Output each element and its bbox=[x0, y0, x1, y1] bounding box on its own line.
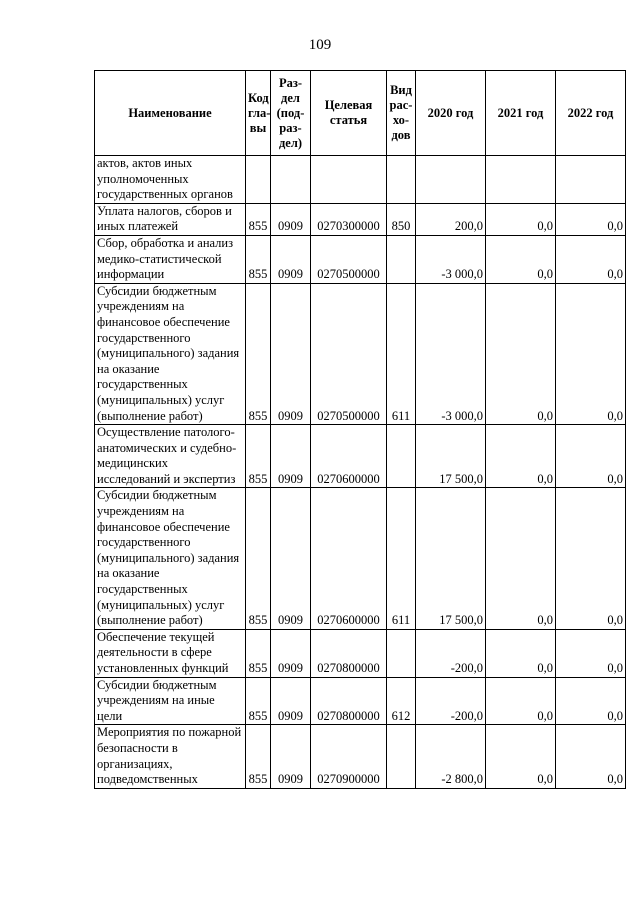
cell-target bbox=[311, 156, 387, 204]
table-row bbox=[95, 203, 626, 235]
cell-code: 855 bbox=[246, 725, 271, 788]
cell-2022: 0,0 bbox=[556, 488, 626, 629]
cell-type: 612 bbox=[387, 677, 416, 725]
cell-type: 611 bbox=[387, 488, 416, 629]
table-row bbox=[95, 725, 626, 788]
cell-target: 0270500000 bbox=[311, 283, 387, 424]
cell-section: 0909 bbox=[271, 488, 311, 629]
cell-section: 0909 bbox=[271, 677, 311, 725]
cell-2020: 200,0 bbox=[416, 203, 486, 235]
cell-name: Субсидии бюджетным учреждениям на иные цели bbox=[95, 677, 246, 725]
cell-type bbox=[387, 425, 416, 488]
cell-2020: -3 000,0 bbox=[416, 235, 486, 283]
header-2022: 2022 год bbox=[556, 71, 626, 156]
cell-2022: 0,0 bbox=[556, 283, 626, 424]
table-row bbox=[95, 629, 626, 677]
cell-2021: 0,0 bbox=[486, 725, 556, 788]
header-type: Вид рас- хо- дов bbox=[387, 71, 416, 156]
cell-name: Осуществление патолого-анатомических и судебно-медицинских исследований и экспертиз bbox=[95, 425, 246, 488]
table-row bbox=[95, 283, 626, 424]
cell-2020: -200,0 bbox=[416, 629, 486, 677]
cell-code: 855 bbox=[246, 629, 271, 677]
cell-2021 bbox=[486, 156, 556, 204]
cell-code: 855 bbox=[246, 425, 271, 488]
cell-target: 0270500000 bbox=[311, 235, 387, 283]
table-header-row bbox=[95, 71, 626, 156]
header-name: Наименование bbox=[95, 71, 246, 156]
cell-code: 855 bbox=[246, 235, 271, 283]
cell-code: 855 bbox=[246, 677, 271, 725]
cell-target: 0270900000 bbox=[311, 725, 387, 788]
cell-target: 0270600000 bbox=[311, 488, 387, 629]
cell-2021: 0,0 bbox=[486, 283, 556, 424]
cell-section: 0909 bbox=[271, 725, 311, 788]
cell-2020: 17 500,0 bbox=[416, 425, 486, 488]
cell-section: 0909 bbox=[271, 629, 311, 677]
cell-code: 855 bbox=[246, 203, 271, 235]
cell-name: Сбор, обработка и анализ медико-статистической информации bbox=[95, 235, 246, 283]
cell-2022: 0,0 bbox=[556, 425, 626, 488]
cell-type: 611 bbox=[387, 283, 416, 424]
cell-name: Субсидии бюджетным учреждениям на финансовое обеспечение государственного (муниципального) задания на оказание государственных (муниципальных) услуг (выполнение работ) bbox=[95, 488, 246, 629]
table-row bbox=[95, 677, 626, 725]
cell-target: 0270800000 bbox=[311, 629, 387, 677]
cell-2022: 0,0 bbox=[556, 235, 626, 283]
cell-2021: 0,0 bbox=[486, 677, 556, 725]
cell-section: 0909 bbox=[271, 283, 311, 424]
cell-name: актов, актов иных уполномоченных государственных органов bbox=[95, 156, 246, 204]
table-row bbox=[95, 156, 626, 204]
cell-section: 0909 bbox=[271, 425, 311, 488]
cell-target: 0270600000 bbox=[311, 425, 387, 488]
cell-type bbox=[387, 235, 416, 283]
cell-2022: 0,0 bbox=[556, 629, 626, 677]
table-row bbox=[95, 425, 626, 488]
cell-name: Уплата налогов, сборов и иных платежей bbox=[95, 203, 246, 235]
cell-target: 0270800000 bbox=[311, 677, 387, 725]
cell-name: Субсидии бюджетным учреждениям на финансовое обеспечение государственного (муниципального) задания на оказание государственных (муниципальных) услуг (выполнение работ) bbox=[95, 283, 246, 424]
cell-type bbox=[387, 156, 416, 204]
cell-section: 0909 bbox=[271, 203, 311, 235]
cell-2020: -200,0 bbox=[416, 677, 486, 725]
cell-2021: 0,0 bbox=[486, 425, 556, 488]
cell-2020 bbox=[416, 156, 486, 204]
cell-2020: -3 000,0 bbox=[416, 283, 486, 424]
table-row bbox=[95, 488, 626, 629]
cell-2020: 17 500,0 bbox=[416, 488, 486, 629]
cell-code: 855 bbox=[246, 283, 271, 424]
header-target: Целевая статья bbox=[311, 71, 387, 156]
cell-2022: 0,0 bbox=[556, 677, 626, 725]
header-2021: 2021 год bbox=[486, 71, 556, 156]
cell-target: 0270300000 bbox=[311, 203, 387, 235]
header-code: Код гла- вы bbox=[246, 71, 271, 156]
cell-2021: 0,0 bbox=[486, 629, 556, 677]
cell-type bbox=[387, 629, 416, 677]
cell-2021: 0,0 bbox=[486, 235, 556, 283]
cell-section bbox=[271, 156, 311, 204]
cell-2021: 0,0 bbox=[486, 203, 556, 235]
cell-section: 0909 bbox=[271, 235, 311, 283]
cell-name: Обеспечение текущей деятельности в сфере установленных функций bbox=[95, 629, 246, 677]
cell-2022: 0,0 bbox=[556, 725, 626, 788]
page-number: 109 bbox=[308, 37, 332, 53]
cell-2022 bbox=[556, 156, 626, 204]
cell-name: Мероприятия по пожарной безопасности в организациях, подведомственных bbox=[95, 725, 246, 788]
cell-code: 855 bbox=[246, 488, 271, 629]
cell-2022: 0,0 bbox=[556, 203, 626, 235]
cell-2021: 0,0 bbox=[486, 488, 556, 629]
cell-type: 850 bbox=[387, 203, 416, 235]
header-2020: 2020 год bbox=[416, 71, 486, 156]
cell-2020: -2 800,0 bbox=[416, 725, 486, 788]
cell-type bbox=[387, 725, 416, 788]
cell-code bbox=[246, 156, 271, 204]
table-row bbox=[95, 235, 626, 283]
budget-table bbox=[94, 70, 626, 789]
header-section: Раз- дел (под- раз- дел) bbox=[271, 71, 311, 156]
